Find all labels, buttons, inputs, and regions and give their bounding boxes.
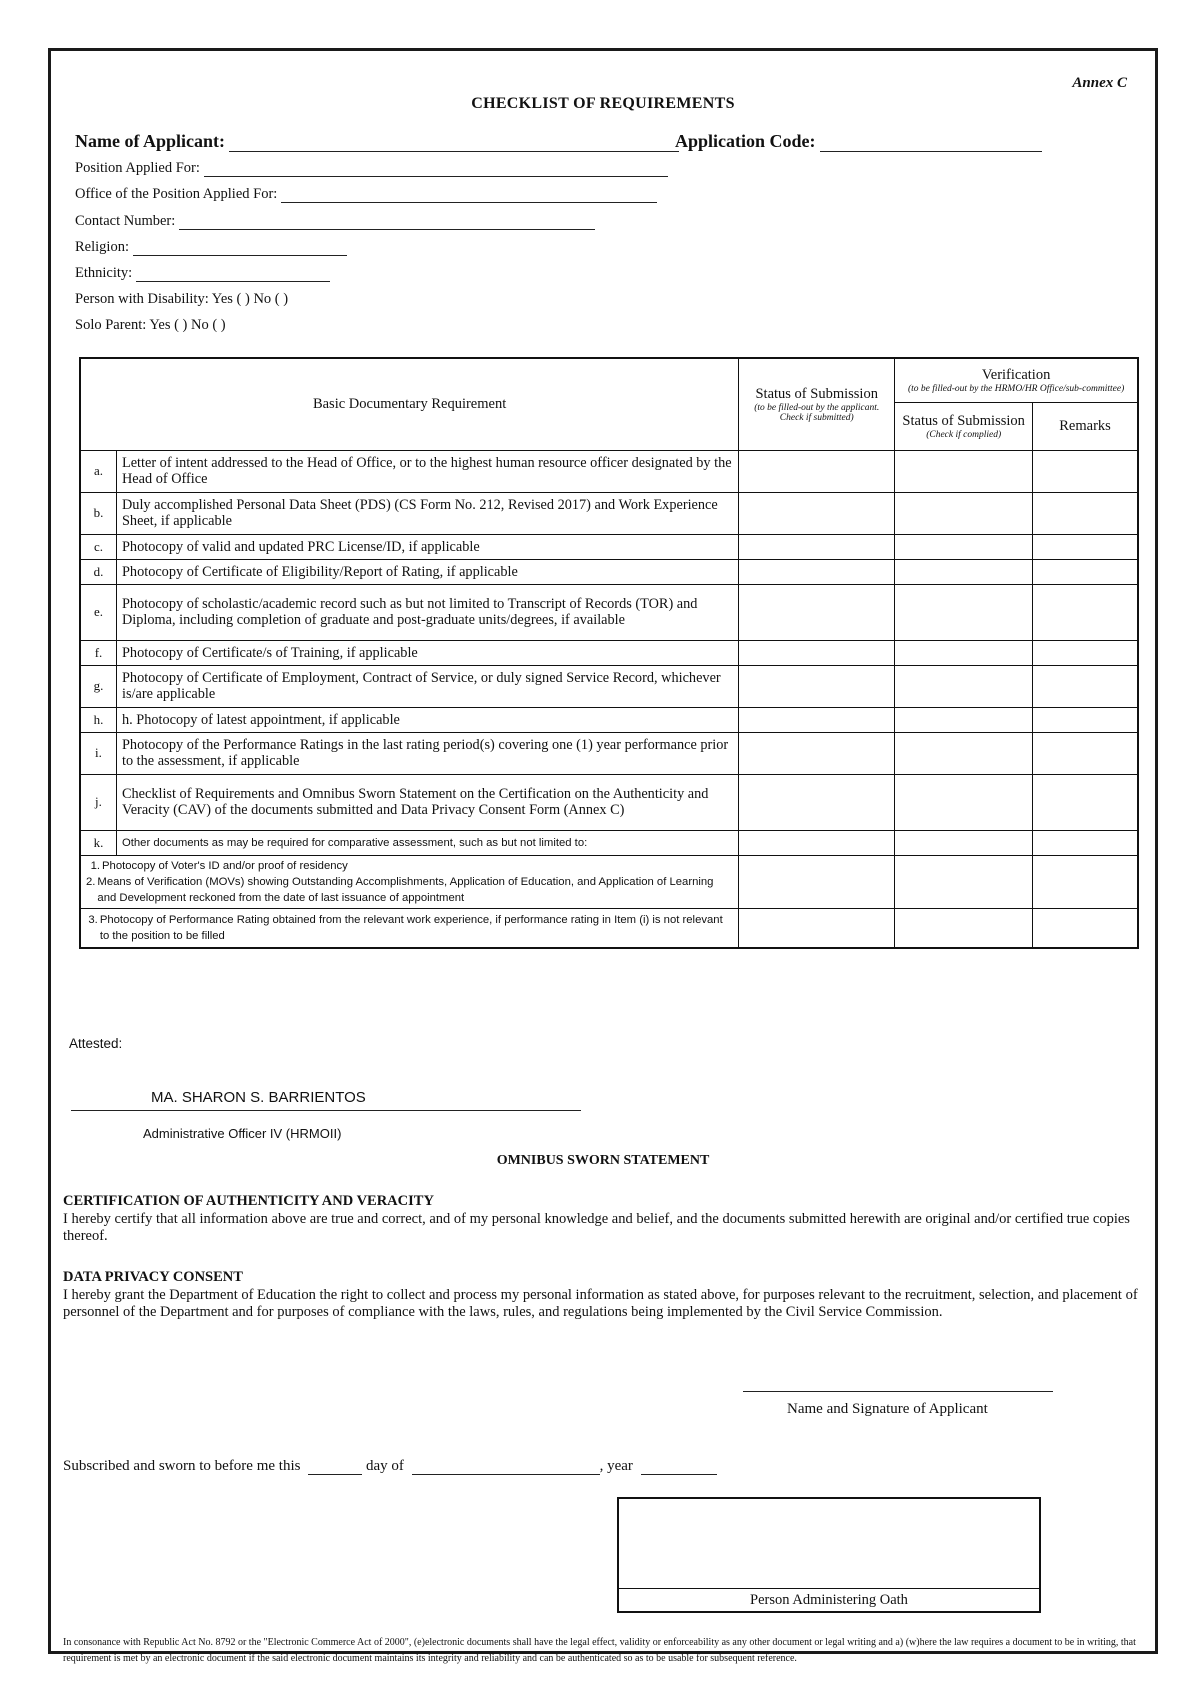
officer-position: Administrative Officer IV (HRMOII) <box>143 1126 342 1141</box>
remarks-cell[interactable] <box>1033 855 1138 908</box>
remarks-cell[interactable] <box>1033 732 1138 774</box>
verification-cell[interactable] <box>895 665 1033 707</box>
row-letter: a. <box>80 450 116 492</box>
ethnicity-label: Ethnicity: <box>75 265 133 281</box>
legal-footnote: In consonance with Republic Act No. 8792 or the "Electronic Commerce Act of 2000", (e)electronic documents shall have the legal effect, validity or enforceability as any other document or legal writing and a) (w)here the law requires a document to be in writing, that requirement is met by an electronic document if the said electronic document maintains its integrity and reliability and can be authenticated so as to be usable for subsequent reference. <box>63 1637 1136 1664</box>
row-requirement: Photocopy of Certificate of Employment, Contract of Service, or duly signed Service Record, whichever is/are applicable <box>116 665 738 707</box>
remarks-cell[interactable] <box>1033 492 1138 534</box>
ethnicity-row <box>75 265 330 282</box>
verification-cell[interactable] <box>895 534 1033 559</box>
verification-cell[interactable] <box>895 774 1033 830</box>
table-row <box>80 732 1138 774</box>
oath-title: OMNIBUS SWORN STATEMENT <box>496 1153 710 1168</box>
office-field[interactable] <box>281 201 657 203</box>
header-status-label: Status of Submission <box>755 385 878 402</box>
form-title: CHECKLIST OF REQUIREMENTS <box>471 95 735 112</box>
table-row <box>80 830 1138 855</box>
row-letter: h. <box>80 707 116 732</box>
sworn-year-label: , year <box>599 1458 633 1474</box>
header-verification-note: (to be filled-out by the HRMO/HR Office/sub-committee) <box>907 383 1125 394</box>
verification-cell[interactable] <box>895 450 1033 492</box>
religion-field[interactable] <box>133 254 347 256</box>
sworn-day-field[interactable] <box>308 1473 362 1475</box>
solo-parent-row[interactable]: Solo Parent: Yes ( ) No ( ) <box>75 317 226 333</box>
sub-item <box>86 912 733 944</box>
application-code-label: Application Code: <box>675 131 816 151</box>
row-requirement: Photocopy of scholastic/academic record such as but not limited to Transcript of Records (TOR) and Diploma, including completion of graduate and post-graduate units/degrees, if available <box>116 584 738 640</box>
sub-item-text: Means of Verification (MOVs) showing Outstanding Accomplishments, Application of Education, and Application of Learning and Development reckoned from the date of last issuance of appointment <box>97 875 714 904</box>
row-letter: j. <box>80 774 116 830</box>
sworn-month-field[interactable] <box>412 1473 600 1475</box>
remarks-cell[interactable] <box>1033 707 1138 732</box>
row-letter: c. <box>80 534 116 559</box>
ethnicity-field[interactable] <box>136 280 330 282</box>
verification-cell[interactable] <box>895 855 1033 908</box>
status-cell[interactable] <box>739 665 895 707</box>
remarks-cell[interactable] <box>1033 534 1138 559</box>
row-requirement: h. Photocopy of latest appointment, if applicable <box>116 707 738 732</box>
status-cell[interactable] <box>739 908 895 948</box>
requirements-table <box>79 357 1139 949</box>
table-row <box>80 640 1138 665</box>
sworn-prefix: Subscribed and sworn to before me this <box>63 1458 301 1474</box>
annex-label: Annex C <box>1072 75 1127 91</box>
sworn-year-field[interactable] <box>641 1473 717 1475</box>
header-ver-status-label: Status of Submission <box>902 412 1025 429</box>
row-letter: d. <box>80 559 116 584</box>
status-cell[interactable] <box>739 534 895 559</box>
header-requirement: Basic Documentary Requirement <box>80 358 739 450</box>
oath-signature-box[interactable] <box>617 1497 1041 1613</box>
oath-box-divider <box>619 1588 1039 1589</box>
row-requirement: Photocopy of Certificate/s of Training, if applicable <box>116 640 738 665</box>
sub-item-text: Photocopy of Voter's ID and/or proof of residency <box>102 859 348 872</box>
row-letter: e. <box>80 584 116 640</box>
officer-signature-line <box>71 1110 581 1111</box>
sub-items-cell <box>80 908 739 948</box>
remarks-cell[interactable] <box>1033 559 1138 584</box>
status-cell[interactable] <box>739 855 895 908</box>
row-letter: k. <box>80 830 116 855</box>
sub-items-cell <box>80 855 739 908</box>
verification-cell[interactable] <box>895 732 1033 774</box>
table-row <box>80 534 1138 559</box>
status-cell[interactable] <box>739 450 895 492</box>
status-cell[interactable] <box>739 584 895 640</box>
verification-cell[interactable] <box>895 492 1033 534</box>
applicant-name-row <box>75 131 679 152</box>
status-cell[interactable] <box>739 707 895 732</box>
row-requirement: Checklist of Requirements and Omnibus Sworn Statement on the Certification on the Authenticity and Veracity (CAV) of the documents submitted and Data Privacy Consent Form (Annex C) <box>116 774 738 830</box>
row-letter: f. <box>80 640 116 665</box>
oath-administering-label: Person Administering Oath <box>750 1592 908 1608</box>
verification-cell[interactable] <box>895 640 1033 665</box>
status-cell[interactable] <box>739 774 895 830</box>
remarks-cell[interactable] <box>1033 665 1138 707</box>
row-requirement: Photocopy of the Performance Ratings in the last rating period(s) covering one (1) year performance prior to the assessment, if applicable <box>116 732 738 774</box>
row-letter: i. <box>80 732 116 774</box>
remarks-cell[interactable] <box>1033 774 1138 830</box>
attested-label: Attested: <box>69 1036 123 1051</box>
header-status-note: (to be filled-out by the applicant. Check if submitted) <box>754 402 880 423</box>
sub-item-number: 3. <box>88 913 98 926</box>
contact-field[interactable] <box>179 228 595 230</box>
row-requirement: Other documents as may be required for comparative assessment, such as but not limited to: <box>116 830 738 855</box>
table-row <box>80 584 1138 640</box>
header-remarks: Remarks <box>1033 402 1138 450</box>
remarks-cell[interactable] <box>1033 450 1138 492</box>
sub-item-text: Photocopy of Performance Rating obtained from the relevant work experience, if performance rating in Item (i) is not relevant to the position to be filled <box>99 913 723 942</box>
row-letter: g. <box>80 665 116 707</box>
remarks-cell[interactable] <box>1033 584 1138 640</box>
sub-item <box>86 874 733 906</box>
pwd-row[interactable]: Person with Disability: Yes ( ) No ( ) <box>75 291 289 307</box>
sub-item <box>86 858 733 874</box>
contact-row <box>75 213 595 230</box>
status-cell[interactable] <box>739 559 895 584</box>
status-cell[interactable] <box>739 732 895 774</box>
verification-cell[interactable] <box>895 559 1033 584</box>
table-row <box>80 665 1138 707</box>
row-letter: b. <box>80 492 116 534</box>
privacy-text: I hereby grant the Department of Education the right to collect and process my personal information as stated above, for purposes relevant to the recruitment, selection, and placement of personnel of the Department and for purposes of compliance with the laws, rules, and regulations being implemented by the Civil Service Commission. <box>63 1287 1138 1320</box>
row-requirement: Letter of intent addressed to the Head of Office, or to the highest human resource officer designated by the Head of Office <box>116 450 738 492</box>
verification-cell[interactable] <box>895 707 1033 732</box>
row-requirement: Duly accomplished Personal Data Sheet (PDS) (CS Form No. 212, Revised 2017) and Work Experience Sheet, if applicable <box>116 492 738 534</box>
sworn-day-label: day of <box>365 1458 404 1474</box>
remarks-cell[interactable] <box>1033 830 1138 855</box>
applicant-signature-line[interactable] <box>743 1391 1053 1392</box>
header-ver-status-note: (Check if complied) <box>926 429 1002 440</box>
sub-item-number: 1. <box>90 859 100 872</box>
table-row <box>80 707 1138 732</box>
row-requirement: Photocopy of valid and updated PRC License/ID, if applicable <box>116 534 738 559</box>
row-requirement: Photocopy of Certificate of Eligibility/Report of Rating, if applicable <box>116 559 738 584</box>
table-header-row <box>80 358 1138 402</box>
contact-label: Contact Number: <box>75 213 176 229</box>
officer-name: MA. SHARON S. BARRIENTOS <box>151 1089 366 1106</box>
status-cell[interactable] <box>739 492 895 534</box>
table-row <box>80 908 1138 948</box>
status-cell[interactable] <box>739 640 895 665</box>
office-row <box>75 186 657 203</box>
remarks-cell[interactable] <box>1033 640 1138 665</box>
header-verification <box>895 358 1138 402</box>
form-page <box>48 48 1158 1664</box>
verification-cell[interactable] <box>895 584 1033 640</box>
header-verification-label: Verification <box>981 366 1051 383</box>
application-code-field[interactable] <box>820 150 1042 152</box>
religion-row <box>75 239 347 256</box>
position-row <box>75 160 668 177</box>
applicant-signature-label: Name and Signature of Applicant <box>787 1401 988 1417</box>
applicant-name-label: Name of Applicant: <box>75 131 225 151</box>
position-label: Position Applied For: <box>75 160 200 176</box>
remarks-cell[interactable] <box>1033 908 1138 948</box>
verification-cell[interactable] <box>895 908 1033 948</box>
table-row <box>80 492 1138 534</box>
table-row <box>80 559 1138 584</box>
applicant-name-field[interactable] <box>229 150 679 152</box>
header-status <box>739 358 895 450</box>
table-row <box>80 450 1138 492</box>
status-cell[interactable] <box>739 830 895 855</box>
table-row <box>80 855 1138 908</box>
privacy-heading: DATA PRIVACY CONSENT <box>63 1269 243 1285</box>
verification-cell[interactable] <box>895 830 1033 855</box>
application-code-row <box>675 131 1042 152</box>
cav-heading: CERTIFICATION OF AUTHENTICITY AND VERACITY <box>63 1193 434 1209</box>
office-label: Office of the Position Applied For: <box>75 186 278 202</box>
header-ver-status <box>895 402 1033 450</box>
cav-text: I hereby certify that all information above are true and correct, and of my personal knowledge and belief, and the documents submitted herewith are original and/or certified true copies thereof. <box>63 1211 1130 1244</box>
sub-item-number: 2. <box>86 875 96 888</box>
table-row <box>80 774 1138 830</box>
sworn-statement-row <box>63 1458 717 1475</box>
religion-label: Religion: <box>75 239 129 255</box>
position-field[interactable] <box>204 175 668 177</box>
